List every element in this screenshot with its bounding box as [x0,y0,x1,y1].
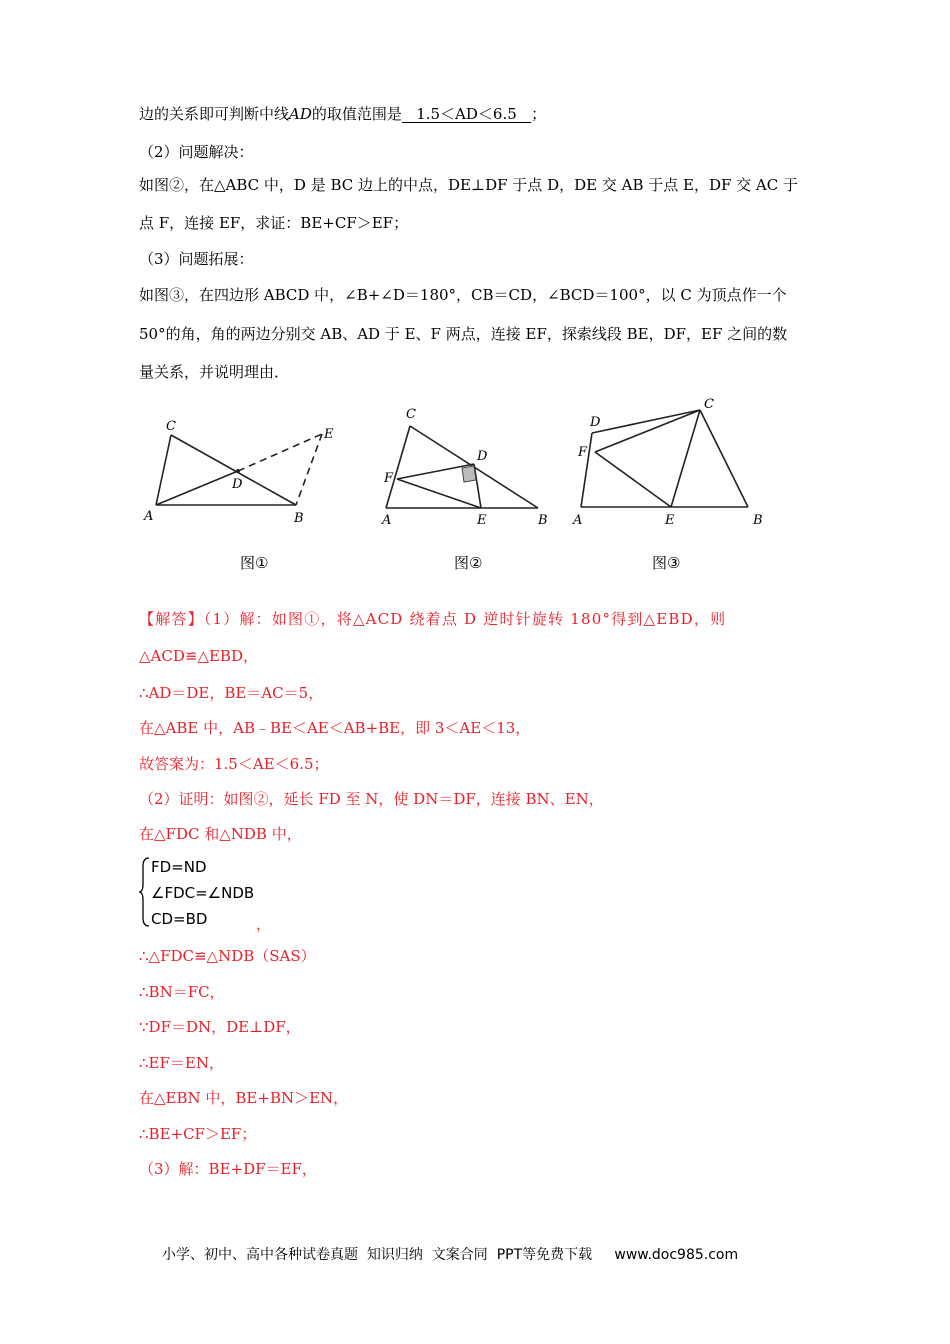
label-b: B [753,513,763,528]
label-d: D [232,477,243,492]
solution-line: △ACD≌△EBD， [139,647,258,665]
problem-line-1 [139,104,546,124]
equation-system [139,856,299,928]
label-d: D [477,449,488,464]
part2-title: （2）问题解决： [139,143,254,161]
system-eq-3: CD=BD [151,910,208,928]
label-d: D [590,415,601,430]
solution-line: 在△EBN 中，BE+BN＞EN， [139,1089,349,1107]
answer-blank: 1.5＜AD＜6.5 [401,105,532,123]
label-b: B [294,511,304,526]
label-f: F [578,445,588,460]
label-f: F [384,471,394,486]
text: ； [531,105,547,123]
solution-line: ∴△FDC≌△NDB（SAS） [139,947,316,965]
figure-2-caption: 图② [454,554,483,572]
text: AD [289,105,312,123]
solution-line: ∴AD＝DE，BE＝AC＝5， [139,684,324,702]
label-e: E [665,513,675,528]
solution-line: ∴BN＝FC， [139,983,225,1001]
system-comma: ， [256,915,272,933]
solution-line: 在△ABE 中，AB﹣BE＜AE＜AB+BE，即 3＜AE＜13， [139,719,531,737]
solution-line: （3）解：BE+DF＝EF， [139,1160,317,1178]
solution-line: （2）证明：如图②，延长 FD 至 N，使 DN＝DF，连接 BN、EN， [139,790,604,808]
solution-line: 在△FDC 和△NDB 中， [139,825,302,843]
label-b: B [538,513,548,528]
label-e: E [477,513,487,528]
label-a: A [382,513,392,528]
part2-line-2: 点 F，连接 EF，求证：BE+CF＞EF； [139,214,409,232]
solution-line: ∴EF＝EN， [139,1054,224,1072]
solution-line: ∵DF＝DN，DE⊥DF， [139,1018,301,1036]
figure-3 [568,390,768,535]
solution-line: 故答案为：1.5＜AE＜6.5； [139,755,329,773]
label-c: C [166,419,176,434]
label-a: A [144,509,154,524]
part3-line-3: 量关系，并说明理由． [139,363,290,381]
label-a: A [573,513,583,528]
system-eq-1: FD=ND [151,858,207,876]
part3-line-1: 如图③，在四边形 ABCD 中，∠B+∠D＝180°，CB＝CD，∠BCD＝100°，以 C 为顶点作一个 [139,286,787,304]
figure-2 [378,400,558,535]
label-e: E [324,427,334,442]
label-c: C [704,397,714,412]
text: 的取值范围是 [311,105,402,123]
solution-head: 【解答】（1）解：如图①，将△ACD 绕着点 D 逆时针旋转 180°得到△EBD，则 [139,610,727,628]
label-c: C [406,407,416,422]
figure-3-caption: 图③ [652,554,681,572]
brace-icon [139,856,151,928]
part2-line-1: 如图②，在△ABC 中，D 是 BC 边上的中点，DE⊥DF 于点 D，DE 交 AB 于点 E，DF 交 AC 于 [139,176,799,194]
footer: 小学、初中、高中各种试卷真题 知识归纳 文案合同 PPT等免费下载 www.doc985.com [162,1247,739,1263]
solution-line: ∴BE+CF＞EF； [139,1125,257,1143]
system-eq-2: ∠FDC=∠NDB [151,884,255,902]
part3-title: （3）问题拓展： [139,250,254,268]
text: 边的关系即可判断中线 [139,105,290,123]
figure-1 [140,410,350,535]
part3-line-2: 50°的角，角的两边分别交 AB、AD 于 E、F 两点，连接 EF，探索线段 BE，DF，EF 之间的数 [139,325,788,343]
figure-1-caption: 图① [240,554,269,572]
